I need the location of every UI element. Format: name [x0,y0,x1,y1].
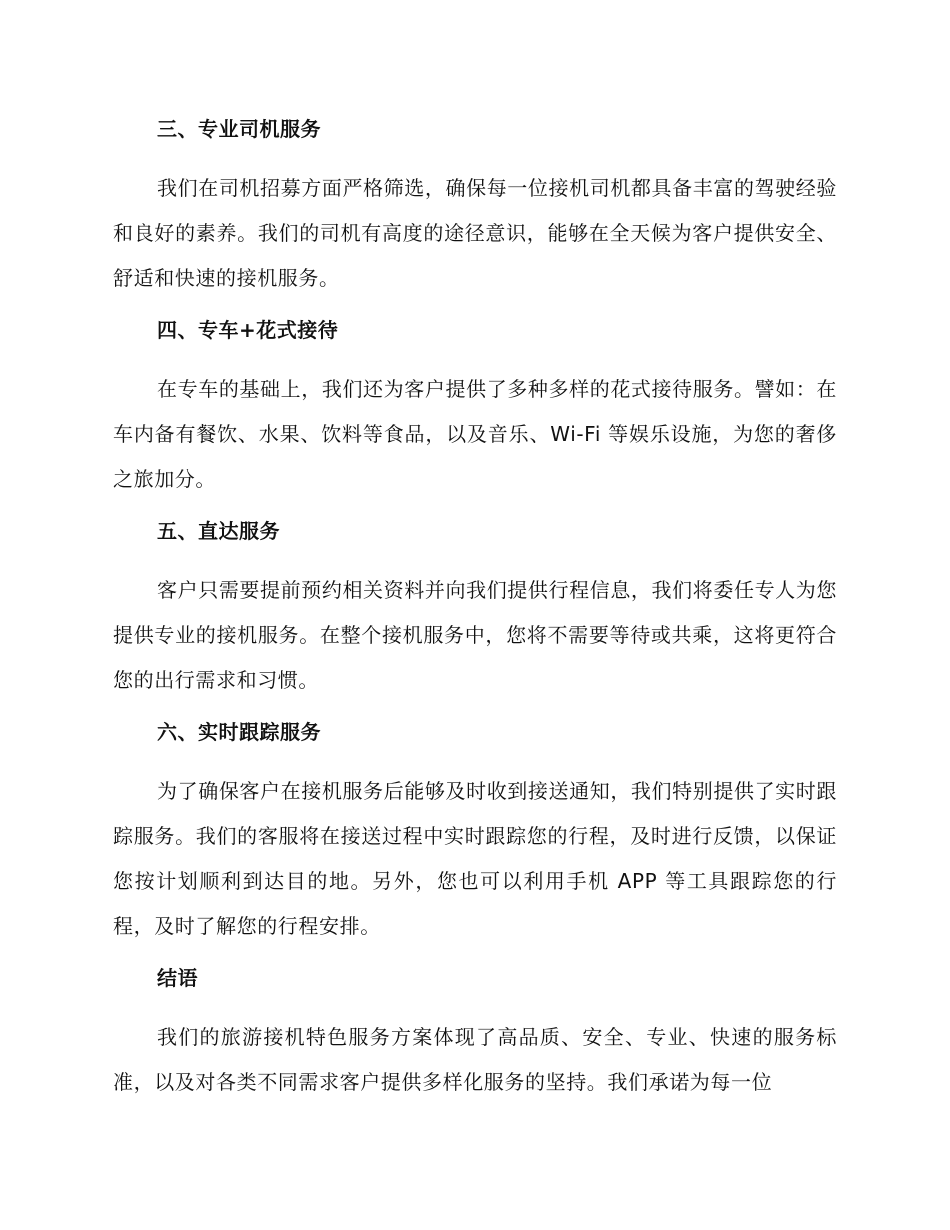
section-heading: 六、实时跟踪服务 [157,720,321,744]
document-body [113,112,837,1117]
section-heading: 五、直达服务 [157,519,280,543]
section-paragraph: 为了确保客户在接机服务后能够及时收到接送通知，我们特别提供了实时跟踪服务。我们的客服将在接送过程中实时跟踪您的行程，及时进行反馈，以保证您按计划顺利到达目的地。另外，您也可以利用手机 APP 等工具跟踪您的行程，及时了解您的行程安排。 [113,779,837,938]
section-paragraph: 我们在司机招募方面严格筛选，确保每一位接机司机都具备丰富的驾驶经验和良好的素养。我们的司机有高度的途径意识，能够在全天候为客户提供安全、舒适和快速的接机服务。 [113,176,837,290]
section-paragraph: 我们的旅游接机特色服务方案体现了高品质、安全、专业、快速的服务标准，以及对各类不同需求客户提供多样化服务的坚持。我们承诺为每一位 [113,1025,837,1094]
section-special-car-reception [113,313,837,502]
section-paragraph: 客户只需要提前预约相关资料并向我们提供行程信息，我们将委任专人为您提供专业的接机服务。在整个接机服务中，您将不需要等待或共乘，这将更符合您的出行需求和习惯。 [113,578,837,692]
section-direct-service [113,514,837,703]
section-professional-driver [113,112,837,301]
section-heading: 结语 [157,966,198,990]
section-heading: 三、专业司机服务 [157,117,321,141]
section-paragraph: 在专车的基础上，我们还为客户提供了多种多样的花式接待服务。譬如：在车内备有餐饮、水果、饮料等食品，以及音乐、Wi-Fi 等娱乐设施，为您的奢侈之旅加分。 [113,377,837,491]
section-realtime-tracking [113,715,837,949]
section-heading: 四、专车+花式接待 [157,318,339,342]
section-conclusion [113,961,837,1105]
